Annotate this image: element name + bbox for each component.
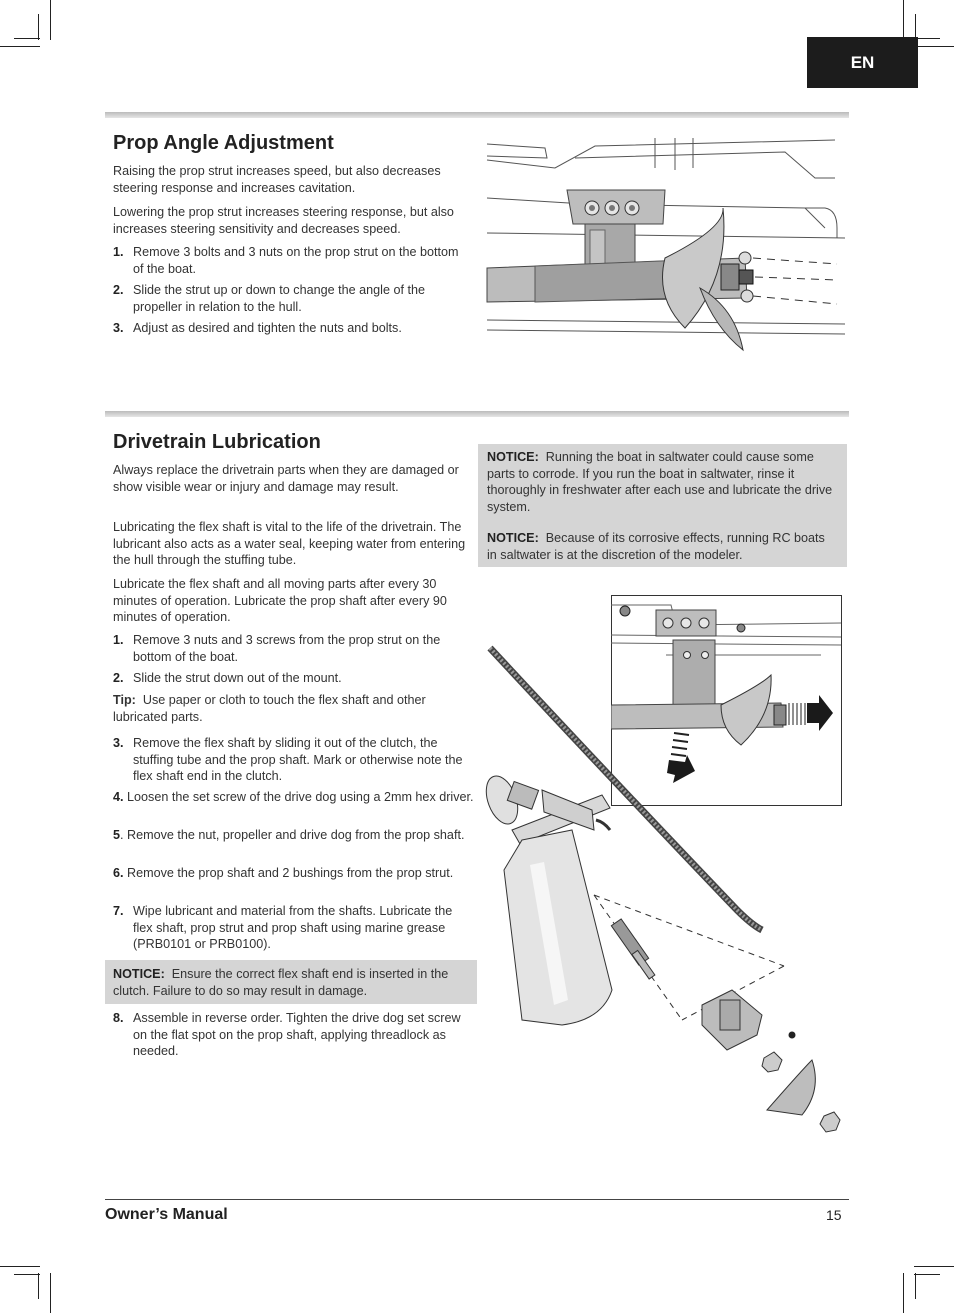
step-text: Remove the flex shaft by sliding it out of the clutch, the stuffing tube and the prop shaft. Mark or otherwise note the flex shaft end in the clutch.: [133, 736, 463, 783]
step-text: Slide the strut up or down to change the angle of the propeller in relation to the hull.: [133, 283, 425, 314]
notice-saltwater: [478, 444, 847, 567]
step-number: 2.: [113, 671, 124, 685]
footer-title: Owner’s Manual: [105, 1206, 228, 1223]
lubrication-exploded-view: [482, 640, 854, 1140]
notice-text: Ensure the correct flex shaft end is inserted in the clutch. Failure to do so may result in damage.: [113, 967, 449, 998]
lubrication-step-1: [113, 632, 465, 665]
notice-label: NOTICE:: [487, 531, 539, 545]
step-number: 3.: [113, 321, 124, 335]
step-text: Adjust as desired and tighten the nuts and bolts.: [133, 321, 402, 335]
step-number: 5: [113, 828, 121, 842]
prop-angle-step-2: [113, 282, 465, 315]
step-text: Remove 3 nuts and 3 screws from the prop strut on the bottom of the boat.: [133, 633, 441, 664]
lubrication-step-7: [113, 903, 465, 953]
step-number: 6.: [113, 866, 124, 880]
lubrication-step-4: [113, 789, 485, 806]
prop-angle-step-1: [113, 244, 465, 277]
notice-saltwater-2: [487, 530, 838, 563]
lubrication-step-5: [113, 827, 485, 844]
language-tab: EN: [807, 37, 918, 88]
step-number: 4.: [113, 790, 124, 804]
prop-angle-step-3: [113, 320, 465, 337]
notice-label: NOTICE:: [487, 450, 539, 464]
step-text: . Remove the nut, propeller and drive dog from the prop shaft.: [120, 828, 465, 842]
prop-angle-para-2: Lowering the prop strut increases steering response, but also increases steering sensitivity and decreases speed.: [113, 205, 454, 236]
step-text: Assemble in reverse order. Tighten the drive dog set screw on the flat spot on the prop shaft, applying threadlock as needed.: [133, 1011, 461, 1058]
tip-text: Use paper or cloth to touch the flex shaft and other lubricated parts.: [113, 693, 426, 724]
prop-strut-illustration: [485, 138, 845, 354]
notice-damage: [105, 960, 477, 1004]
lubrication-title: Drivetrain Lubrication: [113, 431, 321, 453]
step-text: Wipe lubricant and material from the shafts. Lubricate the flex shaft, prop strut and prop shaft using marine grease (PRB0101 or PRB0100).: [133, 904, 453, 951]
page-number: 15: [826, 1207, 842, 1223]
step-number: 1.: [113, 245, 124, 259]
step-number: 2.: [113, 283, 124, 297]
step-text: Slide the strut down out of the mount.: [133, 671, 342, 685]
section-divider: [105, 411, 849, 417]
lubrication-step-3: [113, 735, 465, 785]
step-number: 3.: [113, 736, 124, 750]
lubrication-step-6: [113, 865, 485, 882]
notice-saltwater-1: [487, 449, 838, 515]
step-number: 1.: [113, 633, 124, 647]
tip: [113, 692, 465, 725]
footer-divider: [105, 1199, 849, 1200]
lubrication-step-8: [113, 1010, 465, 1060]
prop-angle-title: Prop Angle Adjustment: [113, 132, 334, 154]
notice-text: Running the boat in saltwater could cause some parts to corrode. If you run the boat in saltwater, rinse it thoroughly in freshwater after each use and lubricate the drive system.: [487, 450, 833, 514]
step-text: Remove 3 bolts and 3 nuts on the prop strut on the bottom of the boat.: [133, 245, 459, 276]
step-number: 7.: [113, 904, 124, 918]
step-text: Remove the prop shaft and 2 bushings from the prop strut.: [127, 866, 454, 880]
step-number: 8.: [113, 1011, 124, 1025]
section-divider: [105, 112, 849, 118]
step-text: Loosen the set screw of the drive dog using a 2mm hex driver.: [127, 790, 474, 804]
lubrication-step-2: [113, 670, 465, 687]
notice-label: NOTICE:: [113, 967, 165, 981]
tip-label: Tip:: [113, 693, 136, 707]
lubrication-para-1: Always replace the drivetrain parts when they are damaged or show visible wear or injury and damage may result.: [113, 463, 459, 494]
prop-angle-para-1: Raising the prop strut increases speed, but also decreases steering response and increases cavitation.: [113, 164, 441, 195]
lubrication-para-2: Lubricating the flex shaft is vital to the life of the drivetrain. The lubricant also acts as a water seal, keeping water from entering the hull through the stuffing tube.: [113, 520, 466, 567]
notice-text: Because of its corrosive effects, running RC boats in saltwater is at the discretion of the modeler.: [487, 531, 825, 562]
lubrication-para-3: Lubricate the flex shaft and all moving parts after every 30 minutes of operation. Lubricate the prop shaft after every 90 minutes of operation.: [113, 577, 447, 624]
